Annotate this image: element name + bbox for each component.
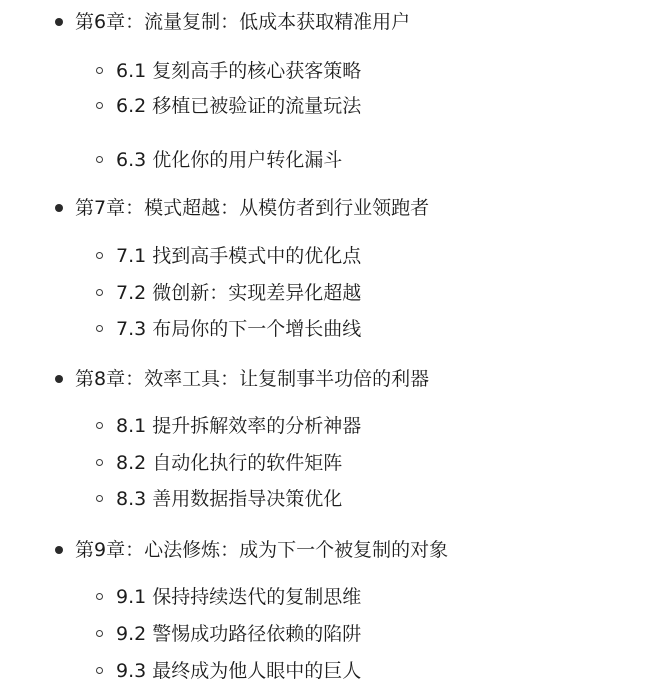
hollow-bullet-icon bbox=[96, 422, 103, 429]
hollow-bullet-icon bbox=[96, 325, 103, 332]
filled-bullet-icon bbox=[55, 546, 63, 554]
hollow-bullet-icon bbox=[96, 156, 103, 163]
chapter-title: 第6章：流量复制：低成本获取精准用户 bbox=[75, 11, 411, 33]
section-title: 7.3 布局你的下一个增长曲线 bbox=[116, 318, 362, 340]
hollow-bullet-icon bbox=[96, 67, 103, 74]
section-title: 9.1 保持持续迭代的复制思维 bbox=[116, 586, 362, 608]
section-title: 6.2 移植已被验证的流量玩法 bbox=[116, 95, 362, 117]
chapter-title: 第9章：心法修炼：成为下一个被复制的对象 bbox=[75, 539, 449, 561]
filled-bullet-icon bbox=[55, 18, 63, 26]
hollow-bullet-icon bbox=[96, 289, 103, 296]
section-title: 7.2 微创新：实现差异化超越 bbox=[116, 282, 362, 304]
section-title: 8.1 提升拆解效率的分析神器 bbox=[116, 415, 362, 437]
filled-bullet-icon bbox=[55, 204, 63, 212]
filled-bullet-icon bbox=[55, 375, 63, 383]
section-title: 8.3 善用数据指导决策优化 bbox=[116, 488, 343, 510]
section-title: 9.2 警惕成功路径依赖的陷阱 bbox=[116, 623, 362, 645]
hollow-bullet-icon bbox=[96, 593, 103, 600]
hollow-bullet-icon bbox=[96, 252, 103, 259]
chapter-title: 第7章：模式超越：从模仿者到行业领跑者 bbox=[75, 197, 430, 219]
chapter-title: 第8章：效率工具：让复制事半功倍的利器 bbox=[75, 368, 430, 390]
section-title: 7.1 找到高手模式中的优化点 bbox=[116, 245, 362, 267]
hollow-bullet-icon bbox=[96, 495, 103, 502]
section-title: 6.1 复刻高手的核心获客策略 bbox=[116, 60, 362, 82]
section-title: 8.2 自动化执行的软件矩阵 bbox=[116, 452, 343, 474]
section-title: 6.3 优化你的用户转化漏斗 bbox=[116, 149, 343, 171]
section-title: 9.3 最终成为他人眼中的巨人 bbox=[116, 660, 362, 682]
hollow-bullet-icon bbox=[96, 630, 103, 637]
hollow-bullet-icon bbox=[96, 667, 103, 674]
hollow-bullet-icon bbox=[96, 102, 103, 109]
hollow-bullet-icon bbox=[96, 459, 103, 466]
